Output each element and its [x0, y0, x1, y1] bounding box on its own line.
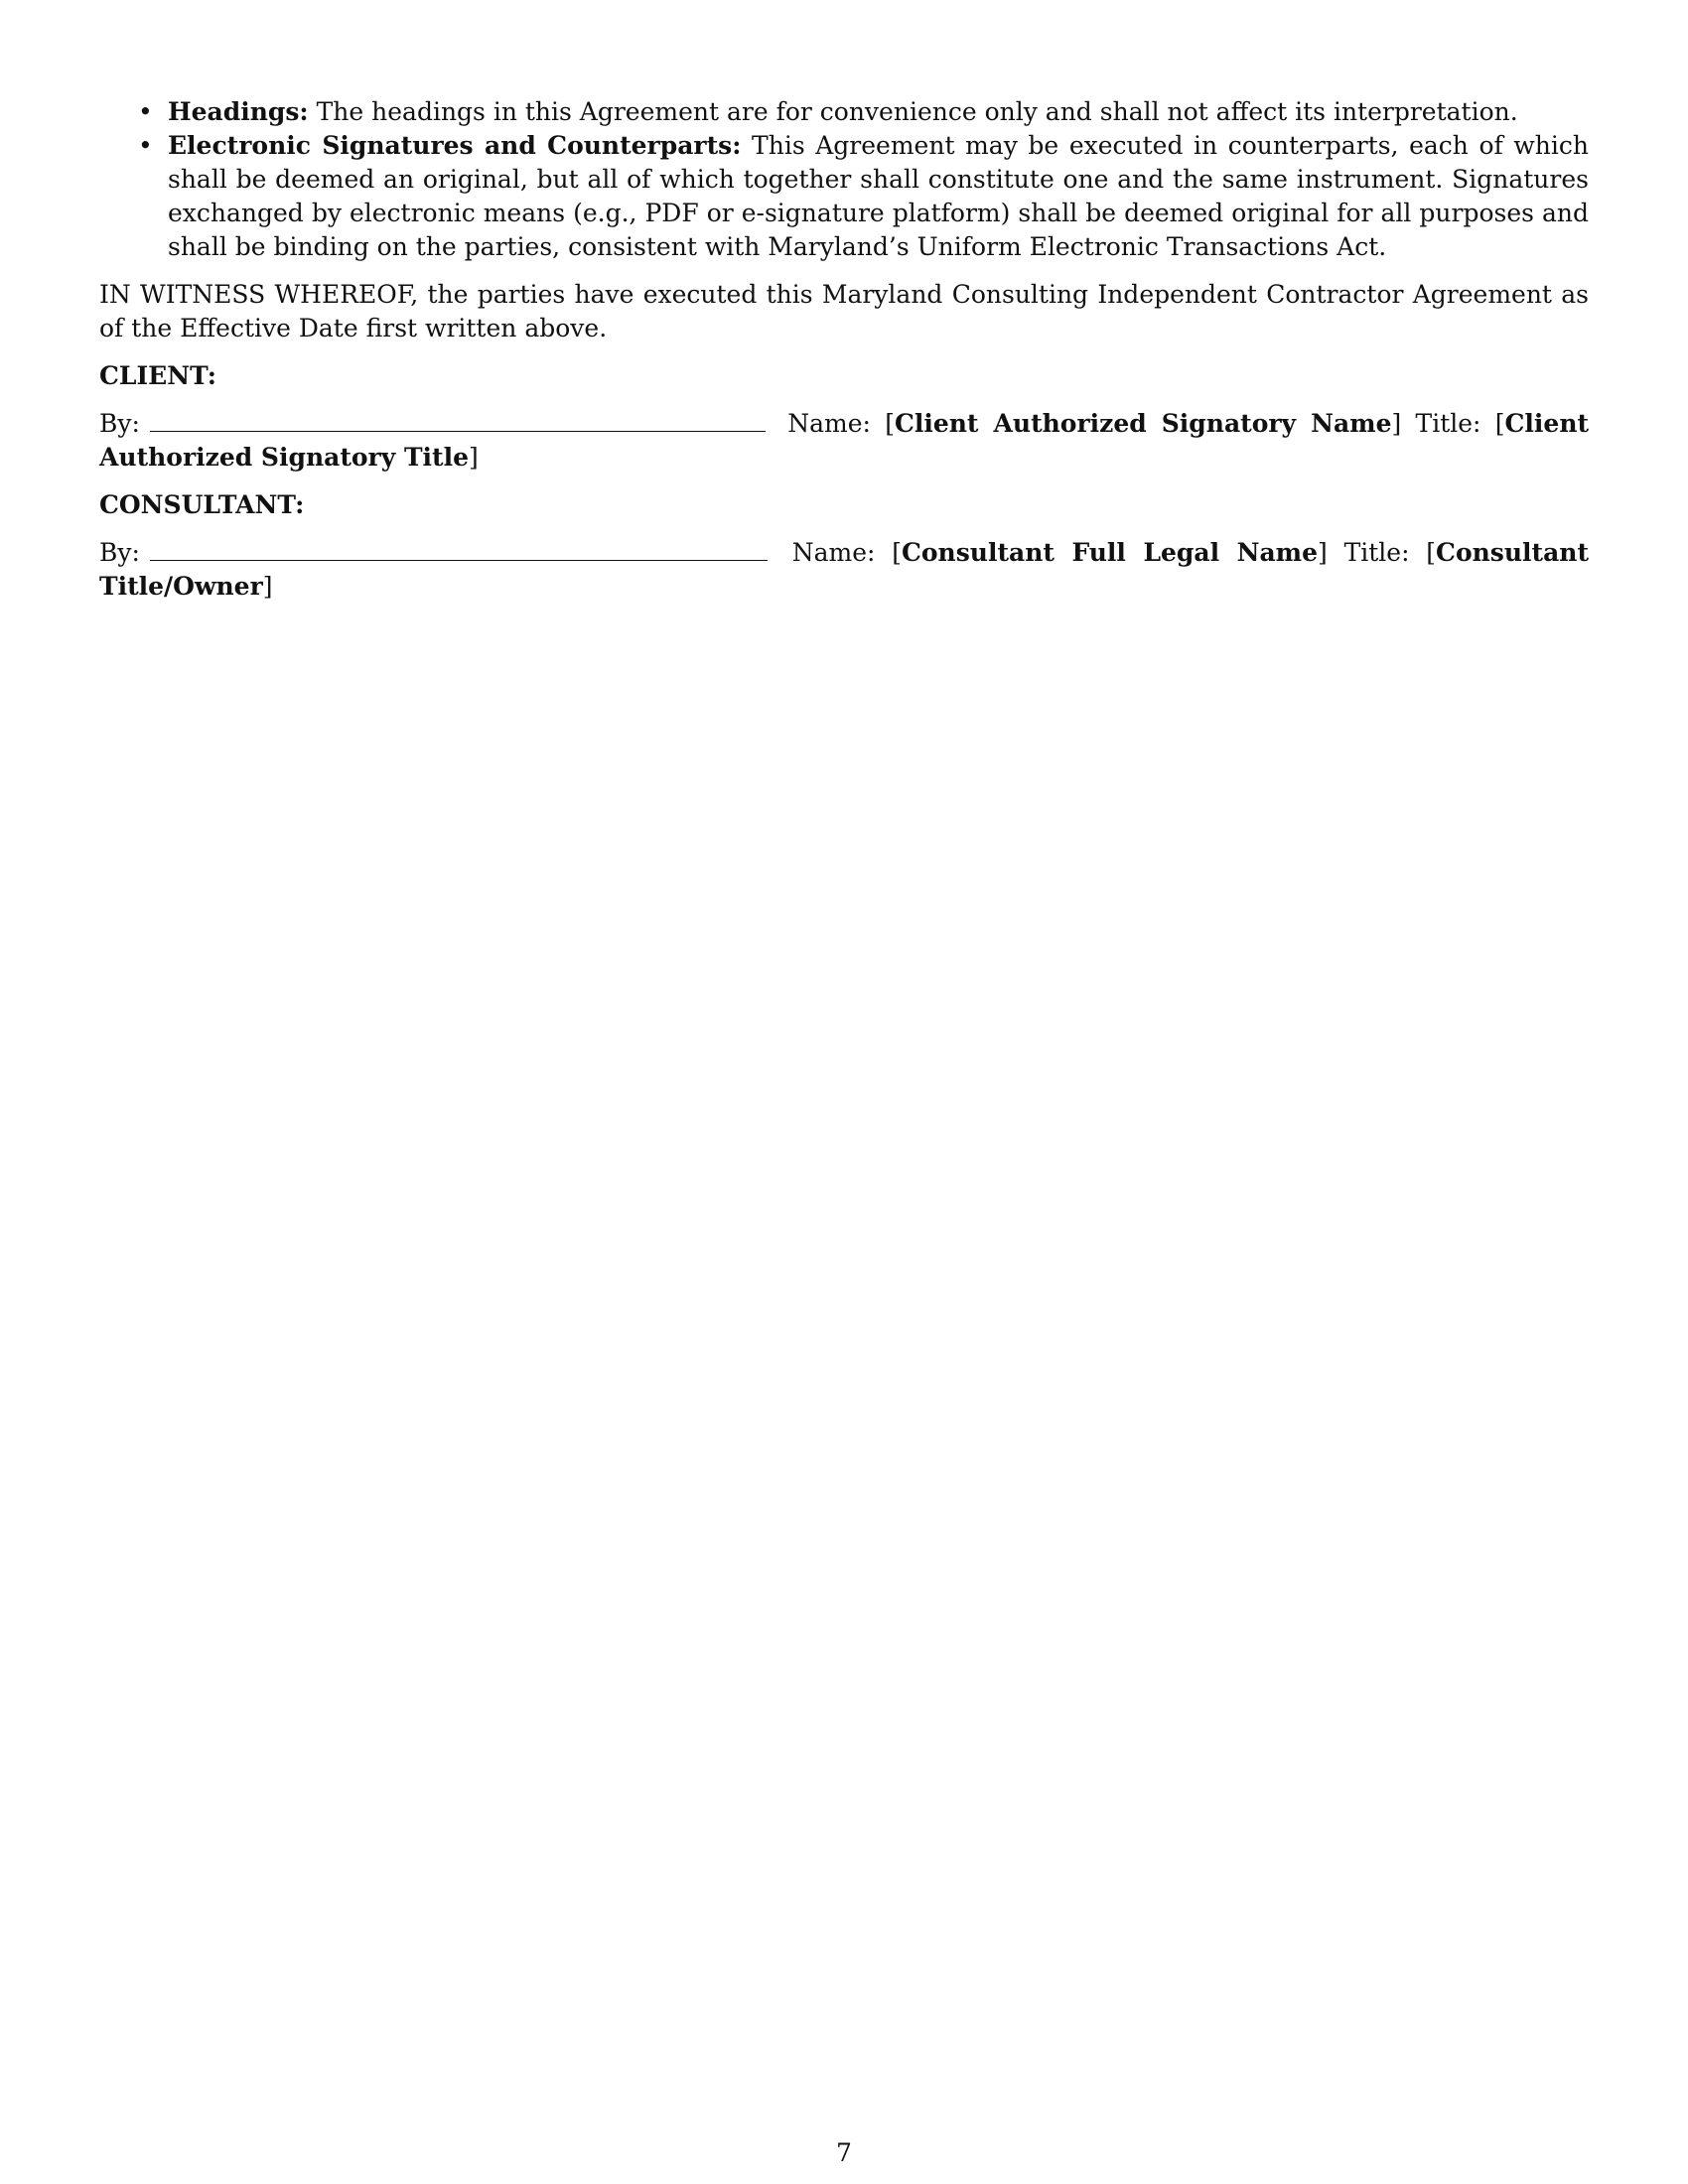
consultant-name-value: Consultant Full Legal Name: [901, 538, 1319, 567]
clause-text: This Agreement may be executed in counterparts, each of which shall be deemed an original, but all of which together shall constitute one and the same instrument. Signatures exchanged by electronic means (e.g., PDF or e-signature platform) shall be deemed original for all purposes and shall be binding on the parties, consistent with Maryland’s Uniform Electronic Transactions Act.: [168, 131, 1589, 261]
witness-paragraph: IN WITNESS WHEREOF, the parties have executed this Maryland Consulting Independent Contractor Agreement as of the Effective Date first written above.: [99, 280, 1589, 342]
client-title-label: Title:: [1415, 409, 1481, 438]
document-page: [99, 95, 1589, 604]
consultant-title-value: Consultant Title/Owner: [99, 538, 1590, 601]
consultant-signature-block: By: Name: [Consultant Full Legal Name] Title: [Consultant Title/Owner]: [99, 538, 1590, 601]
client-signature-line[interactable]: [150, 409, 766, 432]
consultant-by-label: By:: [99, 538, 140, 567]
consultant-name-label: Name:: [791, 538, 876, 567]
client-title-value: Client Authorized Signatory Title: [99, 409, 1590, 472]
bullet-icon: •: [138, 97, 153, 126]
clause-item-headings: [138, 95, 1589, 129]
bullet-icon: •: [138, 131, 153, 160]
consultant-title-label: Title:: [1343, 538, 1410, 567]
clause-text: The headings in this Agreement are for convenience only and shall not affect its interpretation.: [316, 97, 1518, 126]
client-heading: CLIENT:: [99, 361, 217, 390]
client-name-label: Name:: [787, 409, 871, 438]
client-by-label: By:: [99, 409, 140, 438]
page-number: 7: [836, 2138, 852, 2167]
consultant-signature-line[interactable]: [150, 538, 768, 561]
clause-title: Electronic Signatures and Counterparts:: [168, 131, 742, 160]
client-name-value: Client Authorized Signatory Name: [894, 409, 1392, 438]
clause-list: [99, 95, 1589, 264]
clause-item-electronic-signatures: [138, 129, 1589, 264]
client-signature-block: By: Name: [Client Authorized Signatory Name] Title: [Client Authorized Signatory Title]: [99, 409, 1590, 472]
consultant-heading: CONSULTANT:: [99, 490, 305, 519]
clause-title: Headings:: [168, 97, 309, 126]
